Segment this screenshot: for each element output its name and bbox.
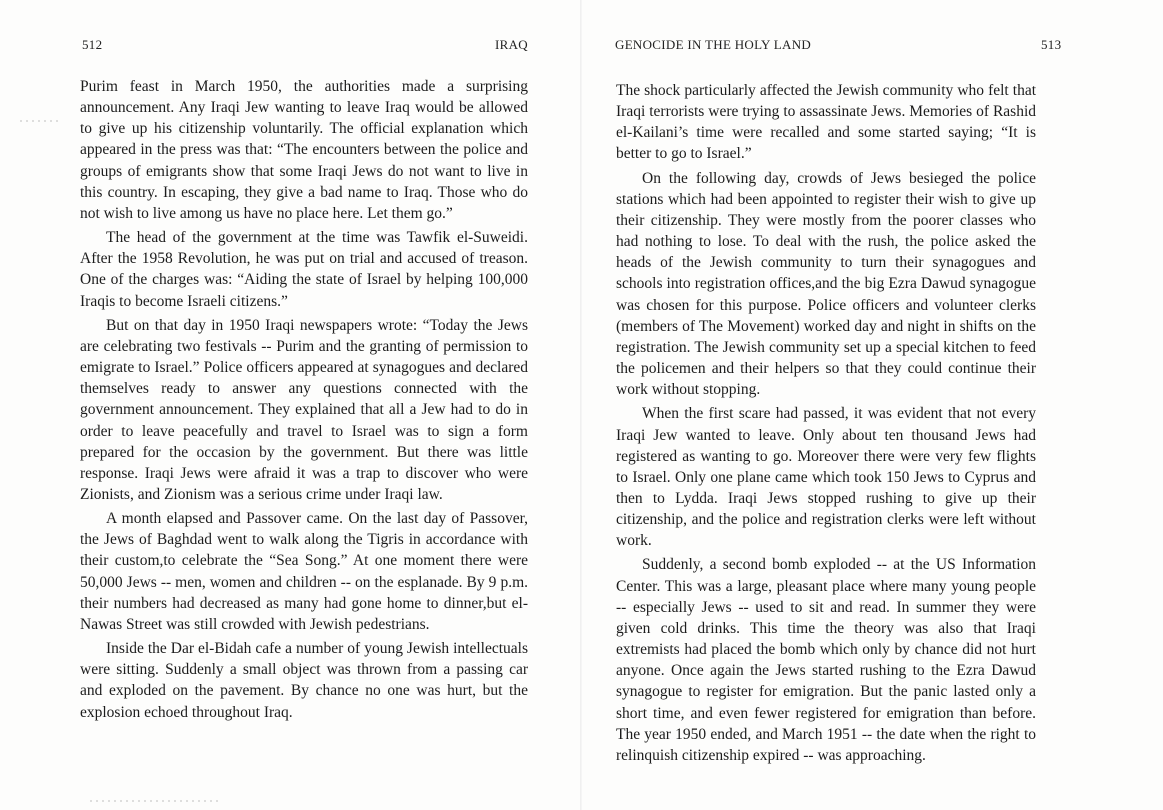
left-running-title: IRAQ	[495, 37, 528, 52]
left-body-text	[80, 76, 528, 723]
right-page	[582, 0, 1163, 810]
left-paragraph-4: A month elapsed and Passover came. On the last day of Passover, the Jews of Baghdad went to walk along the Tigris in accordance with their custom,to celebrate the “Sea Song.” At one moment there were 50,000 Jews -- men, women and children -- on the esplanade. By 9 p.m. their numbers had decreased as many had gone home to dinner,but el-Nawas Street was still crowded with Jewish pedestrians.	[80, 510, 528, 633]
right-paragraph-4: Suddenly, a second bomb exploded -- at the US Information Center. This was a large, pleasant place where many young people -- especially Jews -- used to sit and read. In summer they were given cold drinks. This time the theory was also that Iraqi extremists had placed the bomb which only by chance did not hurt anyone. Once again the Jews started rushing to the Ezra Dawud synagogue to register for emigration. But the panic lasted only a short time, and even fewer registered for emigration than before. The year 1950 ended, and March 1951 -- the date when the right to relinquish citizenship expired -- was approaching.	[616, 556, 1036, 764]
scan-noise	[90, 800, 220, 802]
left-paragraph-1: Purim feast in March 1950, the authorities made a surprising announcement. Any Iraqi Jew wanting to leave Iraq would be allowed to give up his citizenship voluntarily. The official explanation which appeared in the press was that: “The encounters between the police and groups of emigrants show that some Iraqi Jews do not want to live in this country. In escaping, they give a bad name to Iraq. Those who do not wish to live among us have no place here. Let them go.”	[80, 78, 528, 222]
right-body-text	[616, 80, 1036, 766]
left-paragraph-5: Inside the Dar el-Bidah cafe a number of young Jewish intellectuals were sitting. Suddenly a small object was thrown from a passing car and exploded on the pavement. By chance no one was hurt, but the explosion echoed throughout Iraq.	[80, 640, 528, 721]
right-paragraph-1: The shock particularly affected the Jewish community who felt that Iraqi terrorists were trying to assassinate Jews. Memories of Rashid el-Kailani’s time were recalled and some started saying; “It is better to go to Israel.”	[616, 82, 1036, 163]
right-paragraph-3: When the first scare had passed, it was evident that not every Iraqi Jew wanted to leave. Only about ten thousand Jews had registered as wanting to go. Moreover there were very few flights to Israel. Only one plane came which took 150 Jews to Cyprus and then to Lydda. Iraqi Jews stopped rushing to give up their citizenship, and the police and registration clerks were left without work.	[616, 405, 1036, 550]
right-paragraph-2: On the following day, crowds of Jews besieged the police stations which had been appointed to register their wish to give up their citizenship. They were mostly from the poorer classes who had nothing to lose. To deal with the rush, the police asked the heads of the Jewish community to turn their synagogues and schools into registration offices,and the big Ezra Dawud synagogue was chosen for this purpose. Police officers and volunteer clerks (members of The Movement) worked day and night in shifts on the registration. The Jewish community set up a special kitchen to feed the policemen and their helpers so that they could continue their work without stopping.	[616, 169, 1036, 399]
left-paragraph-3: But on that day in 1950 Iraqi newspapers wrote: “Today the Jews are celebrating two festivals -- Purim and the granting of permission to emigrate to Israel.” Police officers appeared at synagogues and declared themselves ready to answer any questions connected with the government announcement. They explained that all a Jew had to do in order to leave peacefully and travel to Israel was to sign a form prepared for the occasion by the government. But there was little response. Iraqi Jews were afraid it was a trap to discover who were Zionists, and Zionism was a serious crime under Iraqi law.	[80, 316, 528, 503]
scan-noise	[20, 120, 60, 122]
right-running-title: GENOCIDE IN THE HOLY LAND	[615, 37, 812, 52]
left-paragraph-2: The head of the government at the time was Tawfik el-Suweidi. After the 1958 Revolution, he was put on trial and accused of treason. One of the charges was: “Aiding the state of Israel by helping 100,000 Iraqis to become Israeli citizens.”	[80, 229, 528, 310]
left-page	[0, 0, 580, 810]
left-page-number: 512	[82, 37, 103, 52]
right-page-number: 513	[1041, 37, 1062, 52]
